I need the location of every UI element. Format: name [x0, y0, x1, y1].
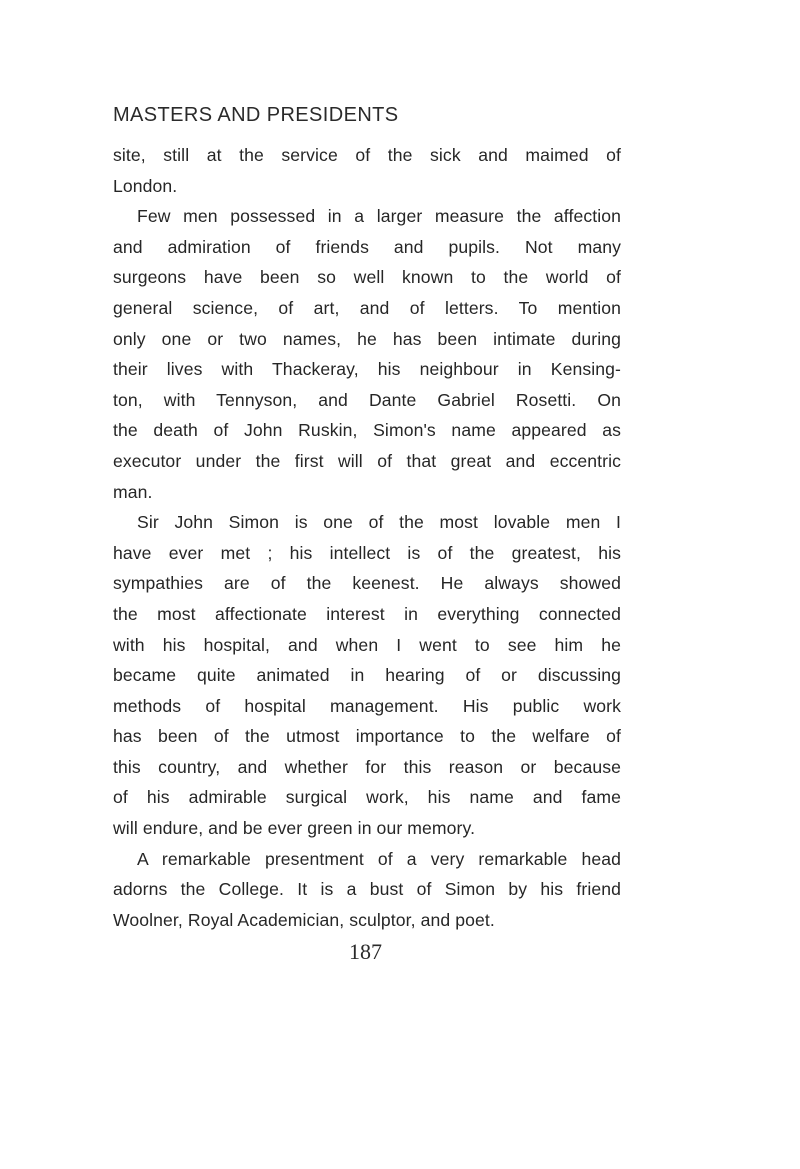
- text-line: site, still at the service of the sick and maimed of: [113, 145, 621, 165]
- text-line: executor under the first will of that great and eccentric: [113, 450, 621, 471]
- text-line: the death of John Ruskin, Simon's name appeared as: [113, 420, 621, 441]
- paragraph: [113, 844, 621, 936]
- text-line: ton, with Tennyson, and Dante Gabriel Rosetti. On: [113, 389, 621, 410]
- text-line: have ever met ; his intellect is of the greatest, his: [113, 542, 621, 563]
- paragraph: [113, 201, 621, 507]
- text-line: Sir John Simon is one of the most lovable men I: [137, 512, 621, 533]
- text-line: only one or two names, he has been intimate during: [113, 328, 621, 349]
- text-line: general science, of art, and of letters. To mention: [113, 297, 621, 318]
- page-number: 187: [349, 939, 382, 964]
- text-line: became quite animated in hearing of or discussing: [113, 665, 621, 686]
- text-line: has been of the utmost importance to the welfare of: [113, 726, 621, 747]
- body-text: [113, 140, 621, 935]
- text-line: surgeons have been so well known to the world of: [113, 267, 621, 288]
- text-line: with his hospital, and when I went to see him he: [113, 634, 621, 655]
- text-line: adorns the College. It is a bust of Simon by his friend: [113, 879, 621, 900]
- text-line: methods of hospital management. His public work: [113, 695, 621, 716]
- text-line: A remarkable presentment of a very remarkable head: [137, 848, 621, 869]
- text-line: London.: [113, 175, 178, 196]
- running-head: MASTERS AND PRESIDENTS: [113, 104, 399, 126]
- text-line: this country, and whether for this reason or because: [113, 756, 621, 777]
- text-line: and admiration of friends and pupils. Not many: [113, 236, 621, 257]
- text-line: sympathies are of the keenest. He always showed: [113, 573, 621, 594]
- text-line: man.: [113, 481, 153, 502]
- paragraph: [113, 507, 621, 844]
- text-line: the most affectionate interest in everything connected: [113, 603, 621, 624]
- text-line: their lives with Thackeray, his neighbour in Kensing-: [113, 359, 621, 380]
- text-line: Woolner, Royal Academician, sculptor, and poet.: [113, 909, 495, 930]
- text-line: will endure, and be ever green in our memory.: [113, 818, 476, 839]
- text-line: of his admirable surgical work, his name and fame: [113, 787, 621, 808]
- text-line: Few men possessed in a larger measure the affection: [137, 206, 621, 227]
- paragraph: [113, 140, 621, 201]
